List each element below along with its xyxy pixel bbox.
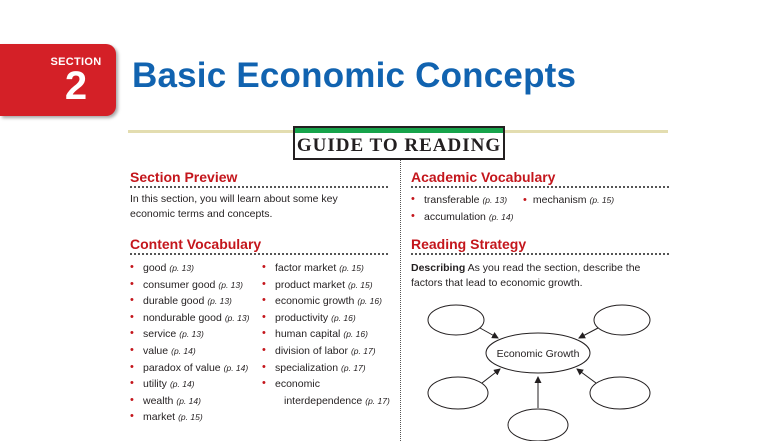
academic-vocab-heading: Academic Vocabulary [411, 169, 556, 185]
arrow-bottom-left [482, 369, 500, 383]
list-item: • paradox of value (p. 14) [130, 360, 249, 374]
list-item: • good (p. 13) [130, 261, 194, 274]
list-item: • specialization (p. 17) [262, 360, 366, 374]
list-item-inline: • mechanism (p. 15) [523, 194, 615, 206]
bullet-icon: • [262, 294, 266, 307]
section-preview-text [130, 192, 338, 222]
academic-vocab-list [411, 193, 615, 227]
organizer-center-label: Economic Growth [496, 348, 580, 360]
reading-strategy-heading: Reading Strategy [411, 236, 527, 252]
list-item: • durable good (p. 13) [130, 294, 232, 308]
bullet-icon: • [411, 209, 415, 222]
bullet-icon: • [130, 360, 134, 373]
bullet-icon: • [523, 194, 527, 206]
content-vocab-heading: Content Vocabulary [130, 236, 262, 252]
arrow-bottom-right [577, 369, 596, 383]
bullet-icon: • [262, 377, 266, 390]
list-item: • consumer good (p. 13) [130, 277, 243, 291]
reading-strategy-text: Describing As you read the section, describe the factors that lead to economic growth. [411, 262, 641, 289]
list-item: • economic growth (p. 16) [262, 294, 382, 308]
list-item-continuation: interdependence (p. 17) [284, 394, 390, 407]
bullet-icon: • [130, 261, 134, 273]
academic-vocab-rule [411, 186, 669, 188]
bullet-icon: • [130, 343, 134, 356]
list-item: • value (p. 14) [130, 343, 196, 357]
content-vocab-column-1 [130, 262, 249, 428]
bullet-icon: • [262, 310, 266, 323]
guide-green-bar [295, 128, 503, 133]
organizer-oval-bottom-left [428, 377, 488, 409]
organizer-oval-bottom-right [590, 377, 650, 409]
bullet-icon: • [262, 277, 266, 290]
list-item: • product market (p. 15) [262, 277, 373, 291]
bullet-icon: • [130, 294, 134, 307]
list-item: • transferable (p. 13) • mechanism (p. 15) [411, 193, 615, 206]
organizer-oval-top-right [594, 305, 650, 335]
column-divider [400, 160, 401, 441]
bullet-icon: • [262, 327, 266, 340]
section-number: 2 [64, 64, 88, 108]
section-preview-line-2: economic terms and concepts. [130, 208, 273, 220]
bullet-icon: • [130, 277, 134, 290]
graphic-organizer [410, 295, 690, 441]
list-item: • market (p. 15) [130, 410, 203, 424]
arrow-top-right [579, 328, 598, 338]
arrow-top-left [480, 328, 498, 338]
bullet-icon: • [411, 193, 415, 205]
bullet-icon: • [130, 410, 134, 423]
list-item: • nondurable good (p. 13) [130, 310, 250, 324]
bullet-icon: • [262, 261, 266, 273]
list-item: • division of labor (p. 17) [262, 343, 376, 357]
list-item: • service (p. 13) [130, 327, 204, 341]
list-item: • human capital (p. 16) [262, 327, 368, 341]
list-item: • wealth (p. 14) [130, 393, 201, 407]
bullet-icon: • [130, 327, 134, 340]
section-preview-heading: Section Preview [130, 169, 238, 185]
list-item: • productivity (p. 16) [262, 310, 356, 324]
strategy-label: Describing [411, 262, 466, 274]
content-vocab-rule [130, 253, 388, 255]
bullet-icon: • [130, 377, 134, 390]
bullet-icon: • [262, 343, 266, 356]
guide-title: GUIDE TO READING [296, 135, 502, 156]
bullet-icon: • [262, 360, 266, 373]
bullet-icon: • [130, 310, 134, 323]
list-item: • economic [262, 377, 320, 391]
page-title: Basic Economic Concepts [132, 56, 577, 95]
organizer-oval-top-left [428, 305, 484, 335]
section-preview-rule [130, 186, 388, 188]
reading-strategy-rule [411, 253, 669, 255]
content-vocab-column-2 [262, 262, 390, 411]
bullet-icon: • [130, 393, 134, 406]
list-item: • accumulation (p. 14) [411, 209, 514, 223]
section-preview-line-1: In this section, you will learn about some key [130, 193, 338, 205]
section-label: SECTION [50, 56, 102, 68]
list-item: • factor market (p. 15) [262, 261, 364, 274]
guide-banner [293, 126, 505, 160]
organizer-oval-bottom-center [508, 409, 568, 441]
list-item: • utility (p. 14) [130, 377, 195, 391]
